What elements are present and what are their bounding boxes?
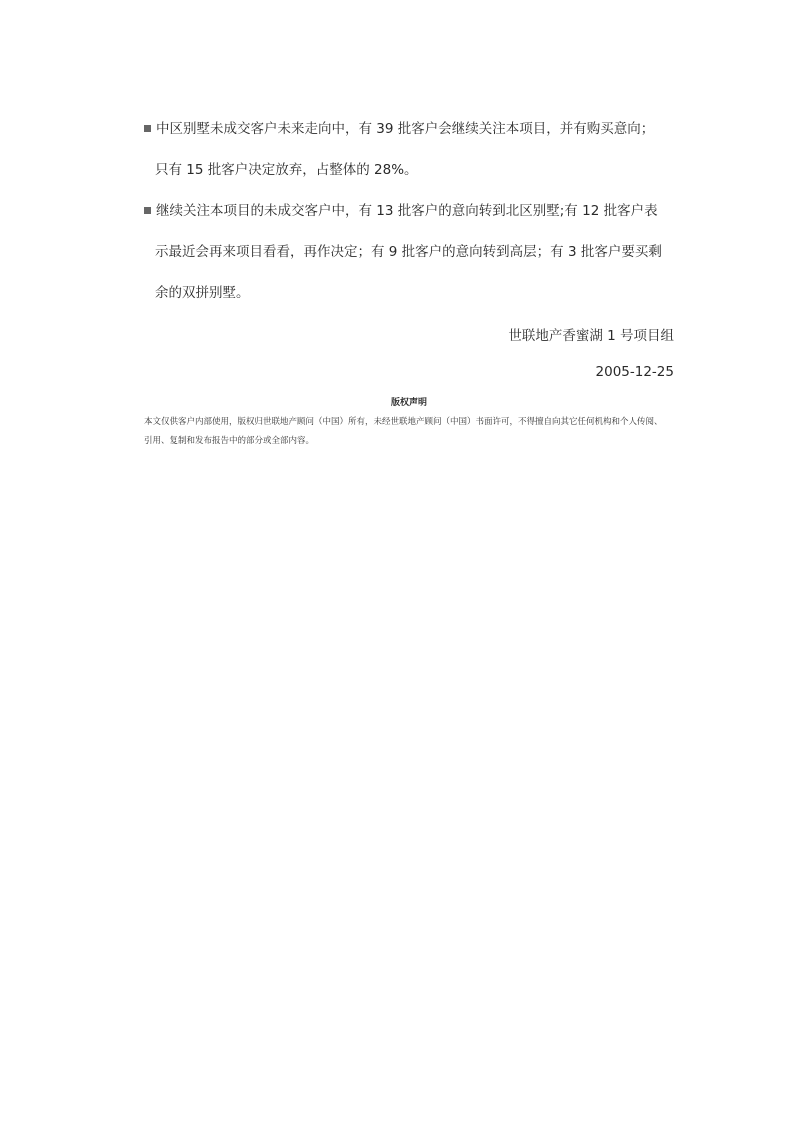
copyright-text-2: 引用、复制和发布报告中的部分或全部内容。 bbox=[144, 436, 315, 446]
paragraph-2-text-3: 余的双拼别墅。 bbox=[155, 285, 250, 301]
paragraph-1-text-1: 中区别墅未成交客户未来走向中，有 39 批客户会继续关注本项目，并有购买意向； bbox=[156, 121, 655, 137]
paragraph-1-text-2: 只有 15 批客户决定放弃，占整体的 28%。 bbox=[155, 162, 418, 178]
paragraph-1-line-1 bbox=[144, 109, 674, 150]
paragraph-2-text-2: 示最近会再来项目看看，再作决定；有 9 批客户的意向转到高层；有 3 批客户要买剩 bbox=[155, 244, 662, 260]
signature: 世联地产香蜜湖 1 号项目组 bbox=[508, 328, 674, 344]
square-bullet-icon bbox=[144, 207, 151, 214]
copyright-title: 版权声明 bbox=[390, 398, 427, 408]
paragraph-2-line-1 bbox=[144, 191, 674, 232]
paragraph-2-text-1: 继续关注本项目的未成交客户中，有 13 批客户的意向转到北区别墅;有 12 批客户表 bbox=[156, 203, 658, 219]
date: 2005-12-25 bbox=[595, 364, 674, 380]
square-bullet-icon bbox=[144, 125, 151, 132]
paragraph-1 bbox=[144, 109, 674, 191]
paragraph-2 bbox=[144, 191, 674, 314]
copyright-text-1: 本文仅供客户内部使用，版权归世联地产顾问（中国）所有，未经世联地产顾问（中国）书面许可，不得擅自向其它任何机构和个人传阅、 bbox=[144, 417, 663, 427]
document-body bbox=[144, 109, 674, 451]
